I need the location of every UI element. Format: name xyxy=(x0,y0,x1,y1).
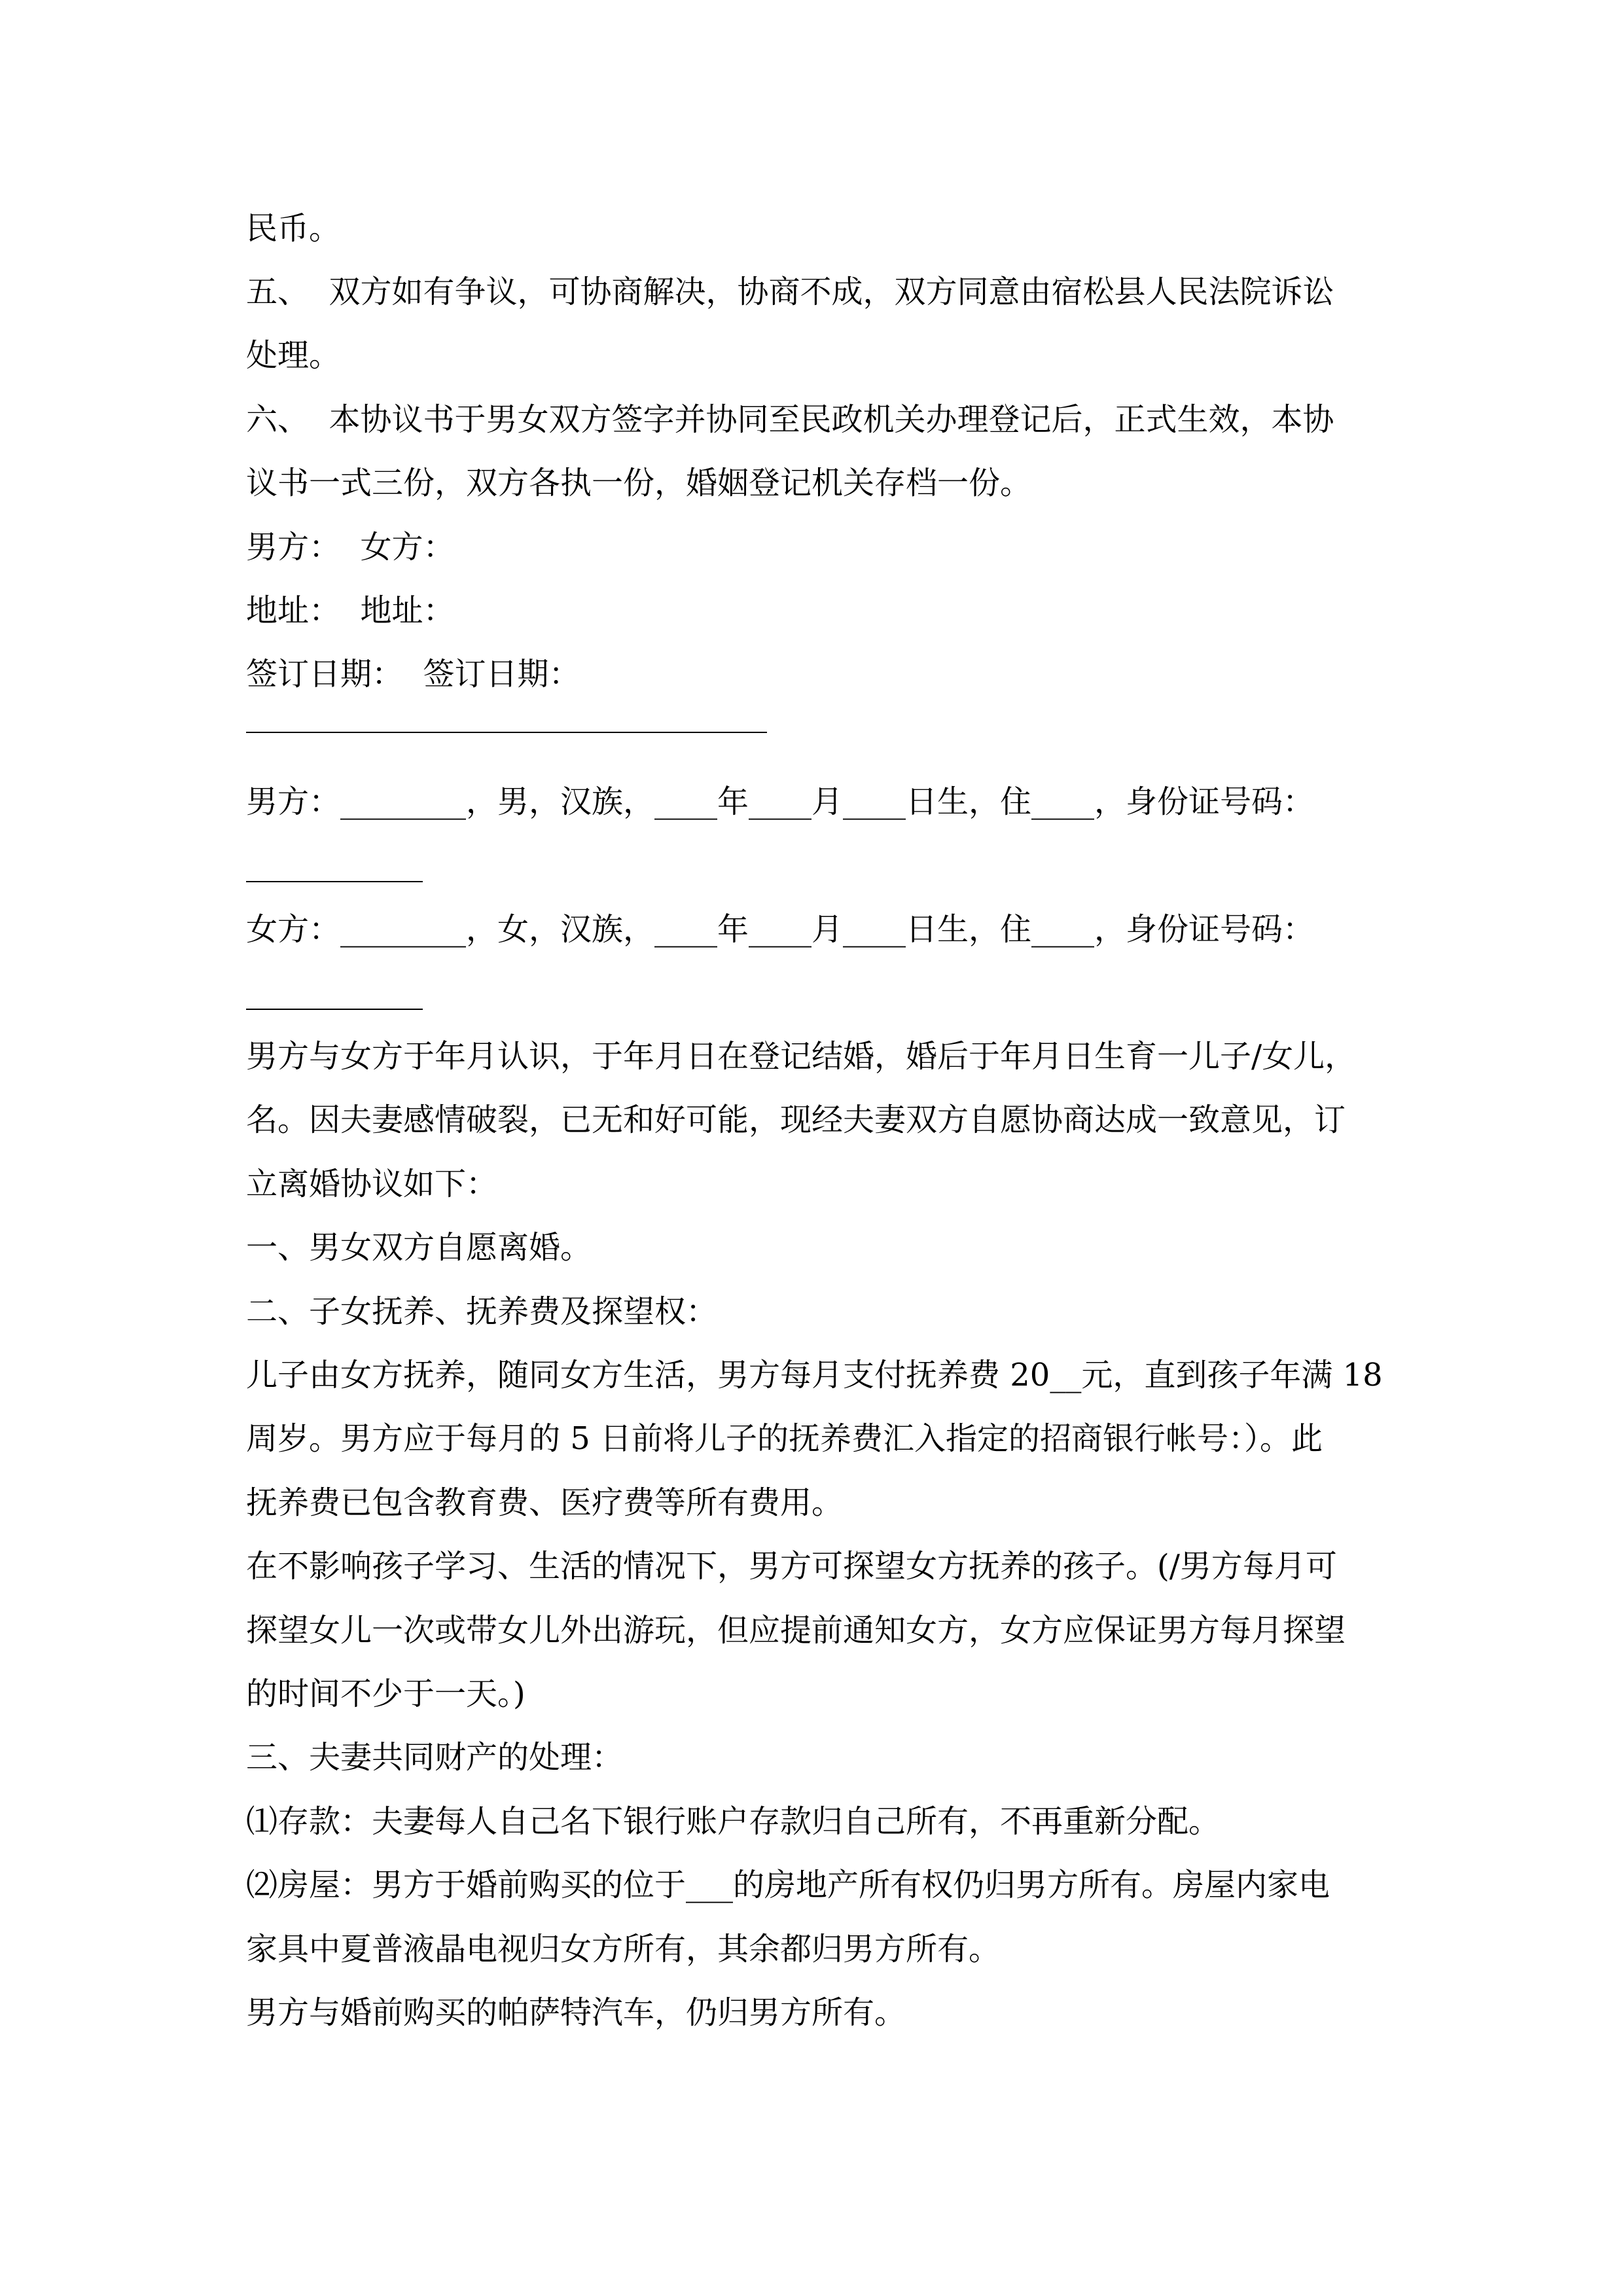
text-line: 五、 双方如有争议，可协商解决，协商不成，双方同意由宿松县人民法院诉讼 xyxy=(246,274,1334,310)
text-line: 男方： 女方： xyxy=(246,529,455,565)
text-line: 立离婚协议如下： xyxy=(246,1166,498,1202)
text-line: 家具中夏普液晶电视归女方所有，其余都归男方所有。 xyxy=(246,1931,1001,1967)
text-line: 的时间不少于一天。) xyxy=(246,1676,526,1712)
text-line: 男方与婚前购买的帕萨特汽车，仍归男方所有。 xyxy=(246,1994,906,2031)
text-line: 名。因夫妻感情破裂，已无和好可能，现经夫妻双方自愿协商达成一致意见，订 xyxy=(246,1102,1346,1138)
text-line: 六、 本协议书于男女双方签字并协同至民政机关办理登记后，正式生效，本协 xyxy=(246,401,1334,438)
text-line: 周岁。男方应于每月的 5 日前将儿子的抚养费汇入指定的招商银行帐号：）。此 xyxy=(246,1420,1323,1457)
text-line: 签订日期： 签订日期： xyxy=(246,656,580,692)
text-line: 抚养费已包含教育费、医疗费等所有费用。 xyxy=(246,1484,844,1521)
id-number-blank xyxy=(246,881,423,882)
text-line: 儿子由女方抚养，随同女方生活，男方每月支付抚养费 20__元，直到孩子年满 18 xyxy=(246,1357,1383,1393)
text-line: 男方与女方于年月认识，于年月日在登记结婚，婚后于年月日生育一儿子/女儿， xyxy=(246,1038,1357,1075)
text-line: 在不影响孩子学习、生活的情况下，男方可探望女方抚养的孩子。(/男方每月可 xyxy=(246,1548,1337,1585)
text-line: 二、子女抚养、抚养费及探望权： xyxy=(246,1293,718,1330)
text-line: 男方：________，男，汉族，____年____月____日生，住____，身份证号码： xyxy=(246,783,1315,820)
text-line: 一、男女双方自愿离婚。 xyxy=(246,1229,592,1266)
text-line: 三、夫妻共同财产的处理： xyxy=(246,1739,624,1776)
text-line: 地址： 地址： xyxy=(246,592,455,629)
text-line: ⑴存款：夫妻每人自己名下银行账户存款归自己所有，不再重新分配。 xyxy=(246,1803,1221,1840)
text-line: 民币。 xyxy=(246,210,341,247)
text-line: 女方：________，女，汉族，____年____月____日生，住____，身份证号码： xyxy=(246,911,1315,948)
text-line: 探望女儿一次或带女儿外出游玩，但应提前通知女方，女方应保证男方每月探望 xyxy=(246,1612,1346,1649)
text-line: 处理。 xyxy=(246,337,341,374)
separator-line xyxy=(246,732,767,733)
text-line: 议书一式三份，双方各执一份，婚姻登记机关存档一份。 xyxy=(246,465,1032,501)
id-number-blank xyxy=(246,1009,423,1010)
text-line: ⑵房屋：男方于婚前购买的位于___的房地产所有权仍归男方所有。房屋内家电 xyxy=(246,1867,1330,1903)
